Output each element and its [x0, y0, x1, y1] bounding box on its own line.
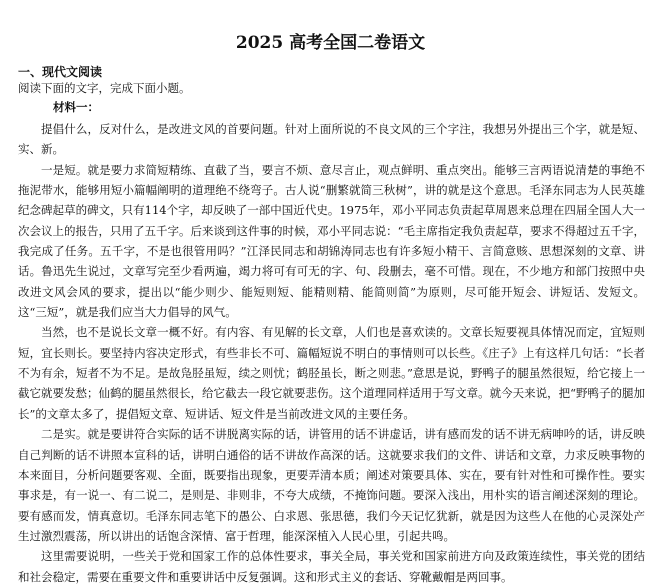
- paragraph: 这里需要说明，一些关于党和国家工作的总体性要求，事关全局，事关党和国家前进方向及政策连续性，事关党的团结和社会稳定，需要在重要文件和重要讲话中反复强调。这和形式主义的套话、穿靴戴帽是两回事。: [18, 549, 645, 584]
- paragraph: 提倡什么，反对什么，是改进文风的首要问题。针对上面所说的不良文风的三个字注，我想另外提出三个字，就是短、实、新。: [18, 122, 645, 157]
- passage-body: [18, 119, 645, 587]
- material-label: 材料一：: [53, 100, 99, 114]
- page-title: 2025 高考全国二卷语文: [235, 33, 426, 53]
- paragraph: 二是实。就是要讲符合实际的话不讲脱离实际的话，讲管用的话不讲虚话，讲有感而发的话不讲无病呻吟的话，讲反映自己判断的话不讲照本宣科的话，讲明白通俗的话不讲故作高深的话。这就要求我们的文件、讲话和文章，力求反映事物的本来面目，分析问题要客观、全面，既要指出现象，更要弄清本质；阐述对策要具体、实在，要有针对性和可操作性。要实事求是，有一说一、有二说二，是则是、非则非，不夸大成绩，不掩饰问题。要深入浅出，用朴实的语言阐述深刻的理论。要有感而发，情真意切。毛泽东同志笔下的愚公、白求恩、张思德，我们今天记忆犹新，就是因为这些人在他的心灵深处产生过激烈震荡，所以讲出的话饱含深情、富于哲理，能深深植入人民心里，引起共鸣。: [18, 427, 645, 543]
- paragraph: 一是短。就是要力求简短精练、直截了当，要言不烦、意尽言止，观点鲜明、重点突出。能够三言两语说清楚的事绝不拖泥带水，能够用短小篇幅阐明的道理绝不绕弯子。古人说“删繁就简三秋树”，讲的就是这个意思。毛泽东同志为人民英雄纪念碑起草的碑文，只有114个字，却反映了一部中国近代史。1975年，邓小平同志负责起草周恩来总理在四届全国人大一次会议上的报告，只用了五千字。后来谈到这件事的时候，邓小平同志说：“毛主席指定我负责起草，要求不得超过五千字，我完成了任务。五千字，不是也很管用吗？”江泽民同志和胡锦涛同志也有许多短小精干、言简意赅、思想深刻的文章、讲话。鲁迅先生说过，文章写完至少看两遍，竭力将可有可无的字、句、段删去，毫不可惜。现在，不少地方和部门按照中央改进文风会风的要求，提出以“能少则少、能短则短、能精则精、能简则简”为原则，尽可能开短会、讲短话、发短文。这“三短”，就是我们应当大力倡导的风气。: [18, 162, 645, 320]
- section-heading: 一、现代文阅读: [18, 65, 103, 79]
- paragraph: 当然，也不是说长文章一概不好。有内容、有见解的长文章，人们也是喜欢读的。文章长短要视具体情况而定，宜短则短，宜长则长。要坚持内容决定形式，有些非长不可、篇幅短说不明白的事情则可以长些。《庄子》上有这样几句话：“长者不为有余，短者不为不足。是故凫胫虽短，续之则忧；鹤胫虽长，断之则悲。”意思是说，野鸭子的腿虽然很短，给它接上一截它就要发愁；仙鹤的腿虽然很长，给它截去一段它就要悲伤。这个道理同样适用于写文章。就今天来说，把“野鸭子的腿加长”的文章太多了，提倡短文章、短讲话、短文件是当前改进文风的主要任务。: [18, 325, 645, 421]
- instruction-text: 阅读下面的文字，完成下面小题。: [18, 81, 191, 95]
